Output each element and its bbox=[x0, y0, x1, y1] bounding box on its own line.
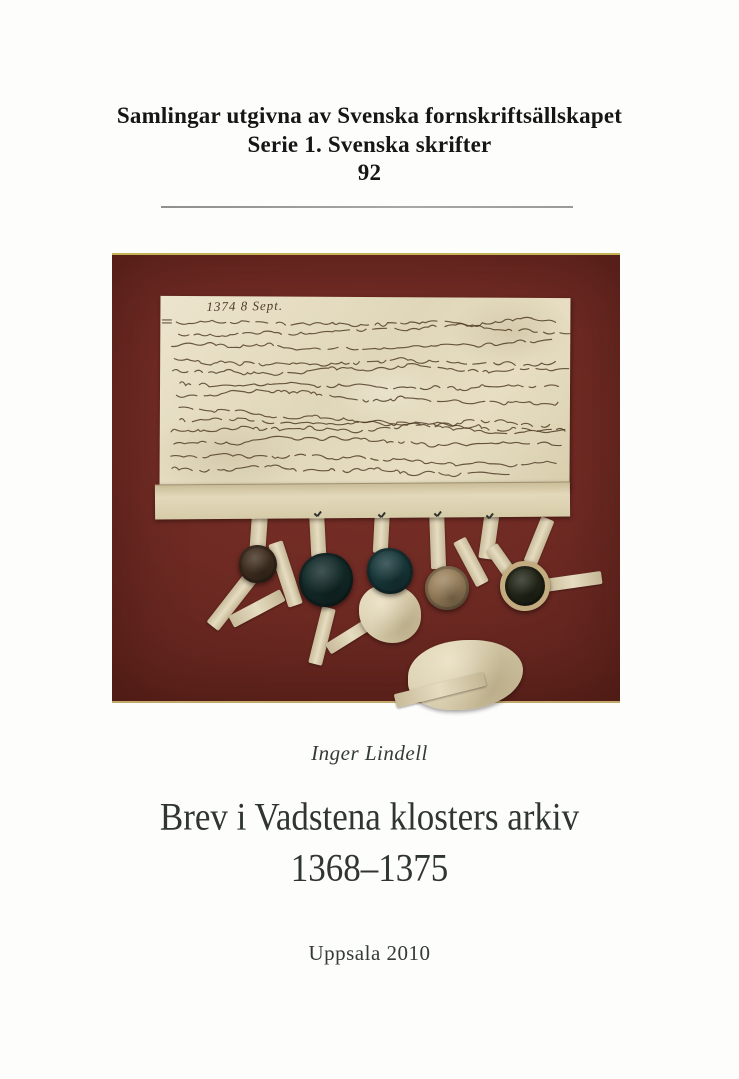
series-line-1: Samlingar utgivna av Svenska fornskriftsällskapet bbox=[116, 103, 623, 128]
charter-parchment bbox=[160, 296, 571, 488]
charter-date-annotation: 1374 8 Sept. bbox=[206, 297, 284, 314]
parchment-strip bbox=[543, 571, 602, 592]
wax-seal-2 bbox=[299, 553, 353, 607]
series-number: 92 bbox=[357, 160, 382, 185]
divider-rule bbox=[161, 206, 573, 208]
wax-seal-5 bbox=[500, 561, 550, 611]
author-name: Inger Lindell bbox=[311, 741, 428, 765]
book-title-line-1: Brev i Vadstena klosters arkiv bbox=[159, 794, 580, 839]
imprint: Uppsala 2010 bbox=[308, 941, 431, 965]
book-title bbox=[0, 791, 739, 893]
wax-seal-1 bbox=[239, 545, 277, 583]
charter-plica-fold bbox=[155, 482, 570, 520]
series-statement bbox=[0, 102, 739, 188]
series-line-2: Serie 1. Svenska skrifter bbox=[247, 131, 492, 157]
book-title-years: 1368–1375 bbox=[290, 845, 449, 890]
pen-tick-mark bbox=[486, 512, 494, 520]
wax-seal-4 bbox=[425, 566, 469, 610]
pen-tick-mark bbox=[378, 511, 386, 519]
cover-photo bbox=[112, 253, 620, 703]
parchment-strip bbox=[524, 516, 555, 566]
pen-tick-mark bbox=[314, 510, 322, 518]
charter-script-lines bbox=[160, 296, 571, 488]
parchment-strip bbox=[308, 606, 336, 666]
pen-tick-mark bbox=[434, 510, 442, 518]
wax-seal-3 bbox=[367, 548, 413, 594]
